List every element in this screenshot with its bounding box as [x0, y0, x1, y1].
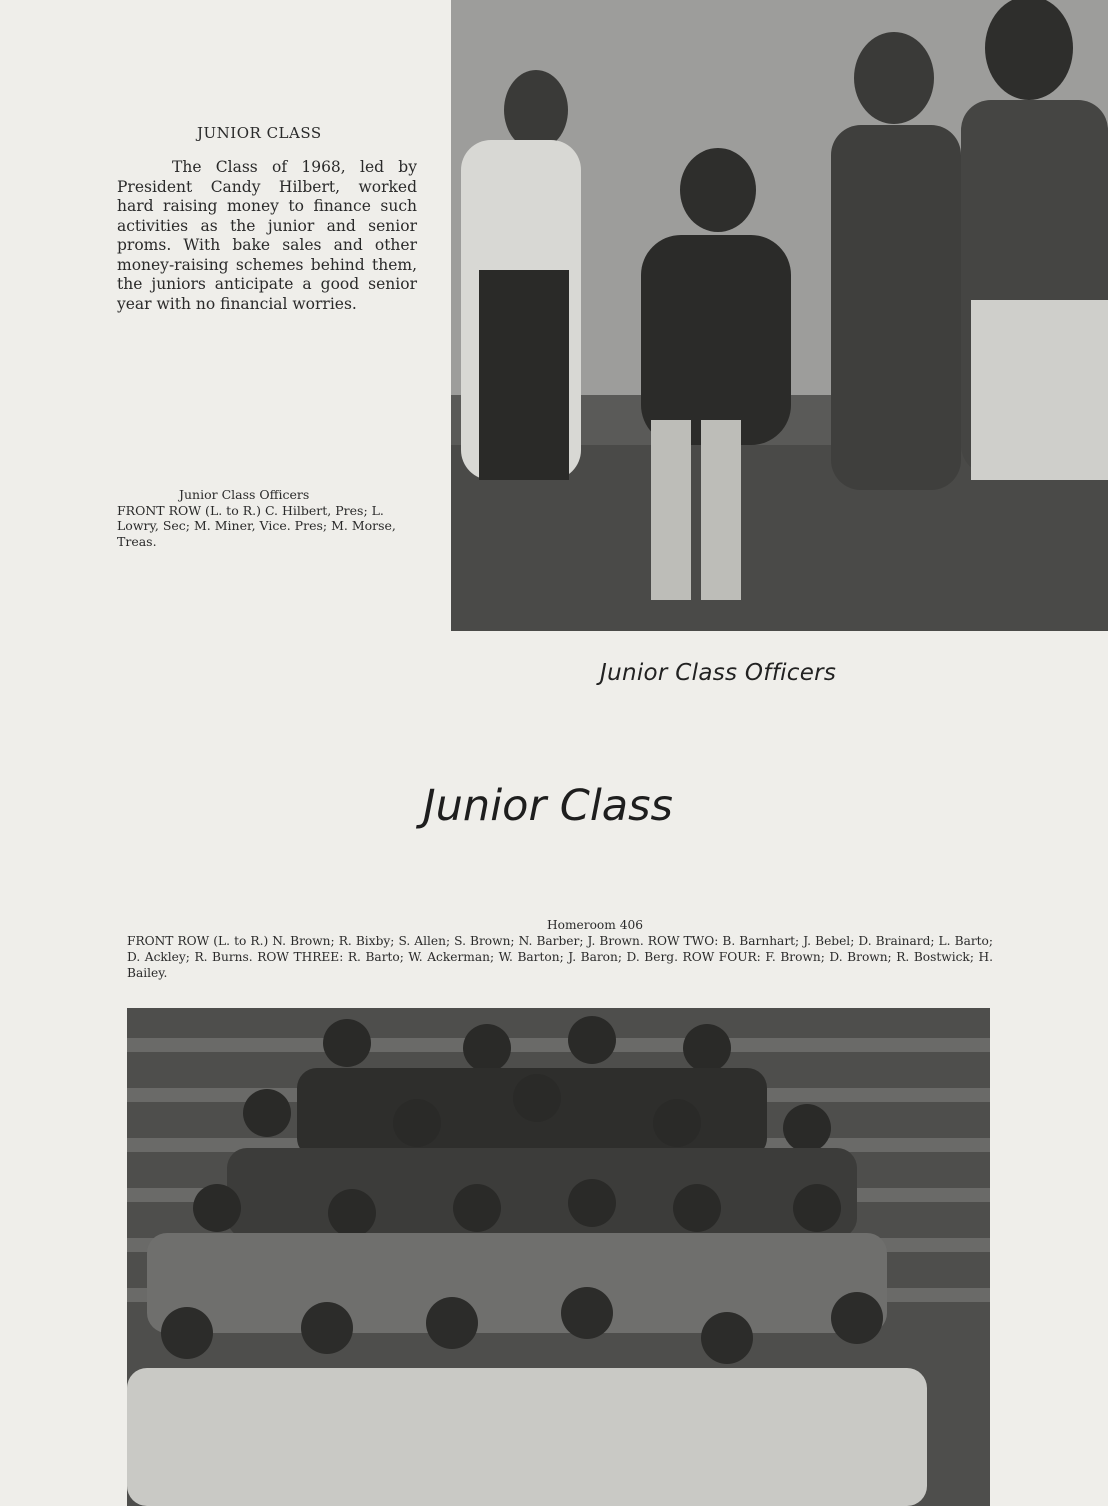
- intro-paragraph: The Class of 1968, led by President Candy Hilbert, worked hard raising money to finance such activities as the junior and senior proms. With bake sales and other money-raising schemes behind them, the juniors anticipate a good senior year with no financial worries.: [117, 158, 417, 313]
- homeroom-caption-title: Homeroom 406: [547, 918, 643, 932]
- homeroom-photo-caption: [127, 917, 993, 981]
- officers-photo-image: [451, 0, 1108, 631]
- intro-heading: JUNIOR CLASS: [197, 124, 322, 142]
- officers-photo: [451, 0, 1108, 631]
- homeroom-photo-image: [127, 1008, 990, 1506]
- officers-caption-title: Junior Class Officers: [179, 487, 310, 502]
- officers-caption-names: FRONT ROW (L. to R.) C. Hilbert, Pres; L. Lowry, Sec; M. Miner, Vice. Pres; M. Morse, Treas.: [117, 502, 396, 549]
- officers-section-heading: Junior Class Officers: [600, 660, 837, 686]
- officers-photo-caption: [117, 487, 417, 549]
- homeroom-caption-names: FRONT ROW (L. to R.) N. Brown; R. Bixby; S. Allen; S. Brown; N. Barber; J. Brown. ROW TWO: B. Barnhart; J. Bebel; D. Brainard; L. Barto; D. Ackley; R. Burns. ROW THREE: R. Barto; W. Ackerman; W. Barton; J. Baron; D. Berg. ROW FOUR: F. Brown; D. Brown; R. Bostwick; H. Bailey.: [127, 934, 993, 980]
- page-title: Junior Class: [423, 781, 673, 831]
- homeroom-photo: [127, 1008, 990, 1506]
